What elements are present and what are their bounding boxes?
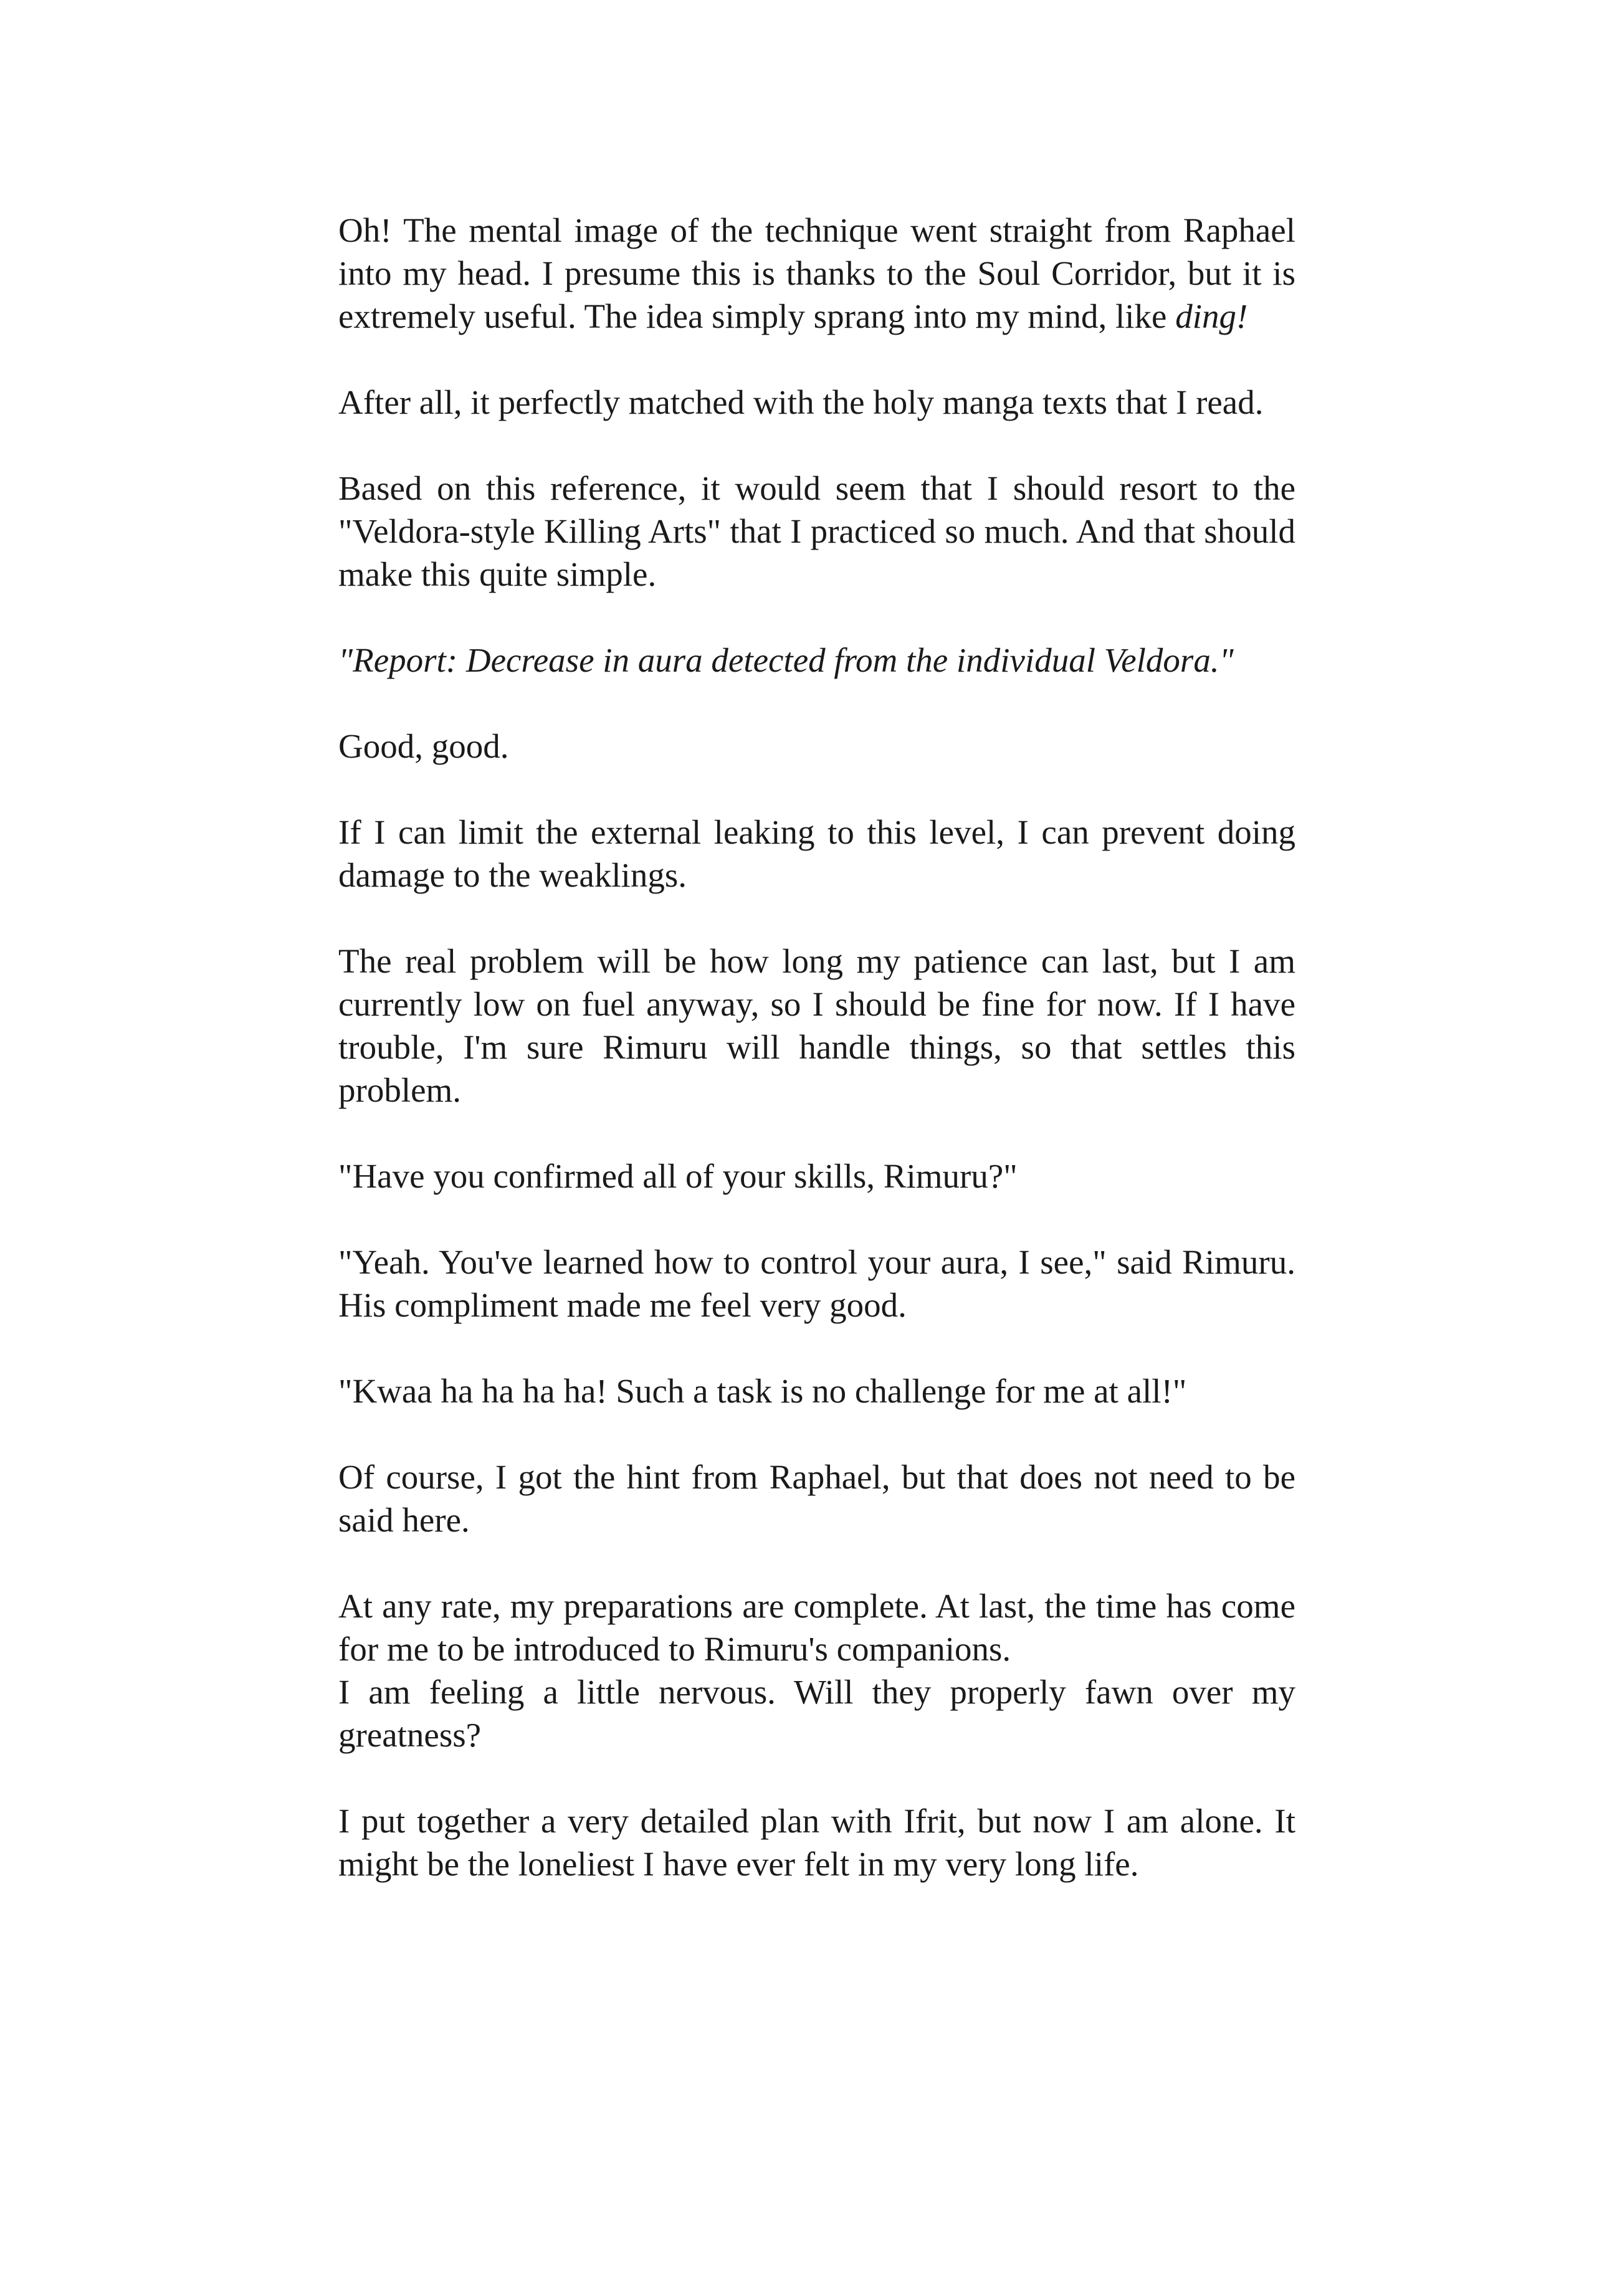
paragraph-14: I put together a very detailed plan with Ifrit, but now I am alone. It might be the loneliest I have ever felt in my very long life. bbox=[338, 1802, 1295, 1883]
paragraph-9: "Yeah. You've learned how to control your aura, I see," said Rimuru. His compliment made me feel very good. bbox=[338, 1243, 1295, 1324]
paragraph-10: "Kwaa ha ha ha ha! Such a task is no challenge for me at all!" bbox=[338, 1372, 1187, 1410]
paragraph-report: "Report: Decrease in aura detected from the individual Veldora." bbox=[338, 641, 1234, 679]
paragraph-13: I am feeling a little nervous. Will they properly fawn over my greatness? bbox=[338, 1673, 1295, 1754]
paragraph-12: At any rate, my preparations are complete. At last, the time has come for me to be introduced to Rimuru's companions. bbox=[338, 1587, 1295, 1668]
paragraph-8: "Have you confirmed all of your skills, Rimuru?" bbox=[338, 1157, 1018, 1195]
paragraph-3: Based on this reference, it would seem that I should resort to the "Veldora-style Killing Arts" that I practiced so much. And that should make this quite simple. bbox=[338, 469, 1295, 593]
paragraph-5: Good, good. bbox=[338, 727, 509, 765]
paragraph-2: After all, it perfectly matched with the holy manga texts that I read. bbox=[338, 383, 1264, 421]
paragraph-7: The real problem will be how long my patience can last, but I am currently low on fuel anyway, so I should be fine for now. If I have trouble, I'm sure Rimuru will handle things, so that settles this problem. bbox=[338, 942, 1295, 1109]
paragraph-11: Of course, I got the hint from Raphael, but that does not need to be said here. bbox=[338, 1458, 1295, 1539]
paragraph-1 bbox=[338, 209, 1295, 338]
body-text bbox=[338, 209, 1295, 1928]
paragraph-1-text: Oh! The mental image of the technique went straight from Raphael into my head. I presume this is thanks to the Soul Corridor, but it is extremely useful. The idea simply sprang into my mind, like bbox=[338, 211, 1295, 335]
paragraph-6: If I can limit the external leaking to this level, I can prevent doing damage to the weaklings. bbox=[338, 813, 1295, 894]
emphasis-ding: ding! bbox=[1175, 297, 1248, 335]
